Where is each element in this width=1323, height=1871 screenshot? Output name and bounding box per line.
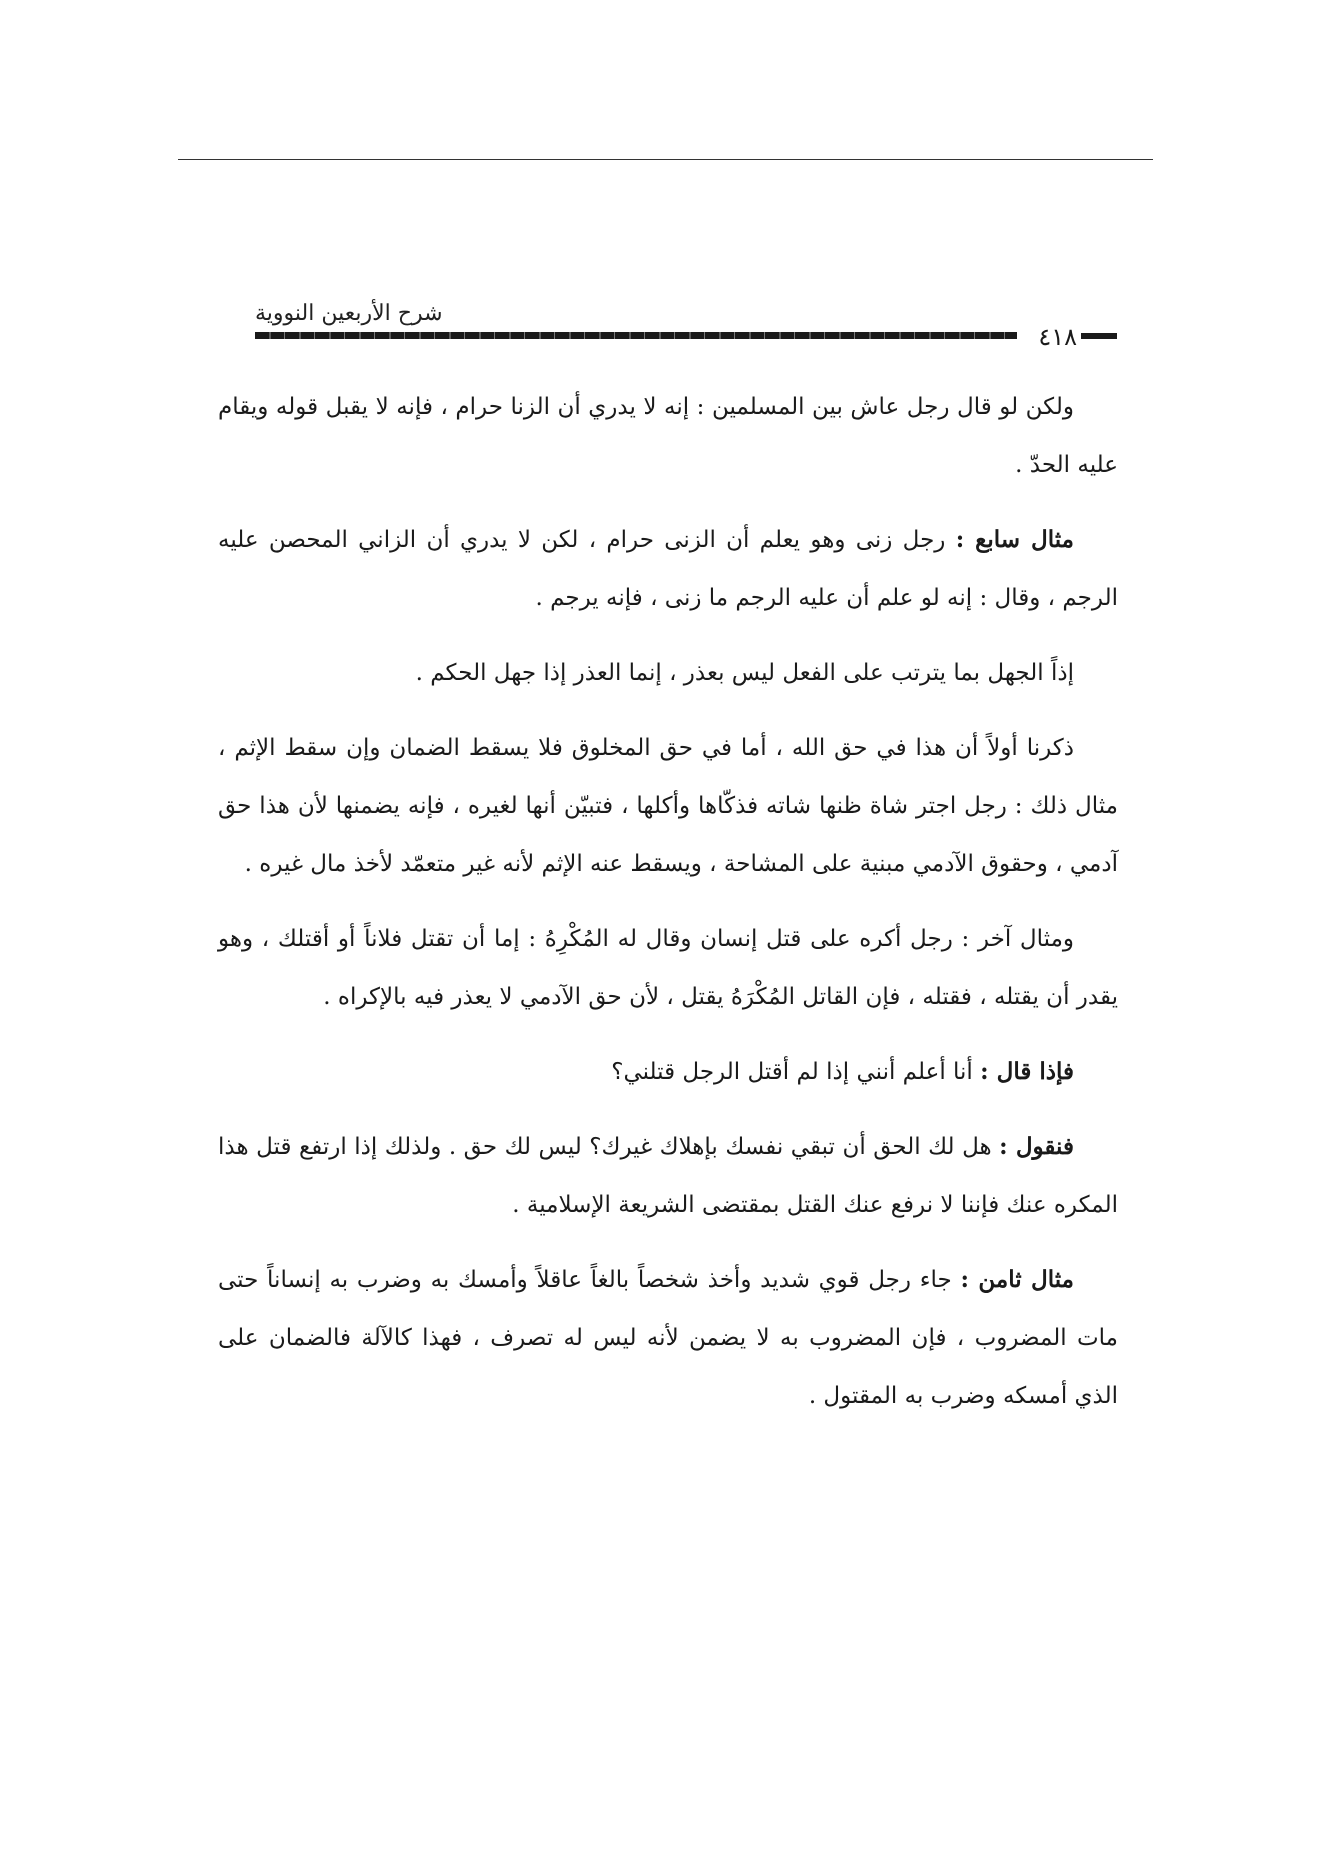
paragraph-text: رجل زنى وهو يعلم أن الزنى حرام ، لكن لا يدري أن الزاني المحصن عليه الرجم ، وقال : إنه لو علم أن عليه الرجم ما زنى ، فإنه يرجم . (218, 527, 1118, 611)
paragraph (218, 910, 1118, 1026)
page-body (218, 378, 1118, 1442)
book-title: شرح الأربعين النووية (255, 301, 443, 326)
paragraph (218, 378, 1118, 494)
paragraph (218, 1118, 1118, 1234)
paragraph-text: ولكن لو قال رجل عاش بين المسلمين : إنه لا يدري أن الزنا حرام ، فإنه لا يقبل قوله ويقام عليه الحدّ . (218, 394, 1118, 478)
paragraph-text: إذاً الجهل بما يترتب على الفعل ليس بعذر ، إنما العذر إذا جهل الحكم . (415, 660, 1074, 686)
paragraph (218, 511, 1118, 627)
paragraph (218, 644, 1118, 702)
paragraph-lead: مثال سابع : (955, 526, 1074, 553)
paragraph-lead: مثال ثامن : (960, 1266, 1074, 1293)
paragraph-text: أنا أعلم أنني إذا لم أقتل الرجل قتلني؟ (611, 1059, 981, 1085)
paragraph-lead: فإذا قال : (980, 1058, 1074, 1085)
paragraph (218, 1043, 1118, 1101)
paragraph (218, 719, 1118, 893)
page-number-bar (1081, 333, 1117, 339)
running-header (255, 298, 1117, 351)
header-rule (255, 332, 1017, 339)
page-number: ٤١٨ (1038, 323, 1077, 351)
top-rule (178, 159, 1153, 160)
paragraph-text: ومثال آخر : رجل أكره على قتل إنسان وقال له المُكْرِهُ : إما أن تقتل فلاناً أو أقتلك ، وهو يقدر أن يقتله ، فقتله ، فإن القاتل المُكْرَهُ يقتل ، لأن حق الآدمي لا يعذر فيه بالإكراه . (218, 926, 1118, 1010)
paragraph-lead: فنقول : (999, 1133, 1074, 1160)
paragraph-text: هل لك الحق أن تبقي نفسك بإهلاك غيرك؟ ليس لك حق . ولذلك إذا ارتفع قتل هذا المكره عنك فإننا لا نرفع عنك القتل بمقتضى الشريعة الإسلامية . (218, 1134, 1118, 1218)
paragraph (218, 1251, 1118, 1425)
paragraph-text: جاء رجل قوي شديد وأخذ شخصاً بالغاً عاقلاً وأمسك به وضرب به إنساناً حتى مات المضروب ، فإن المضروب به لا يضمن لأنه ليس له تصرف ، فهذا كالآلة فالضمان على الذي أمسكه وضرب به المقتول . (218, 1267, 1118, 1409)
paragraph-text: ذكرنا أولاً أن هذا في حق الله ، أما في حق المخلوق فلا يسقط الضمان وإن سقط الإثم ، مثال ذلك : رجل اجتر شاة ظنها شاته فذكّاها وأكلها ، فتبيّن أنها لغيره ، فإنه يضمنها لأن هذا حق آدمي ، وحقوق الآدمي مبنية على المشاحة ، ويسقط عنه الإثم لأنه غير متعمّد لأخذ مال غيره . (218, 735, 1118, 877)
